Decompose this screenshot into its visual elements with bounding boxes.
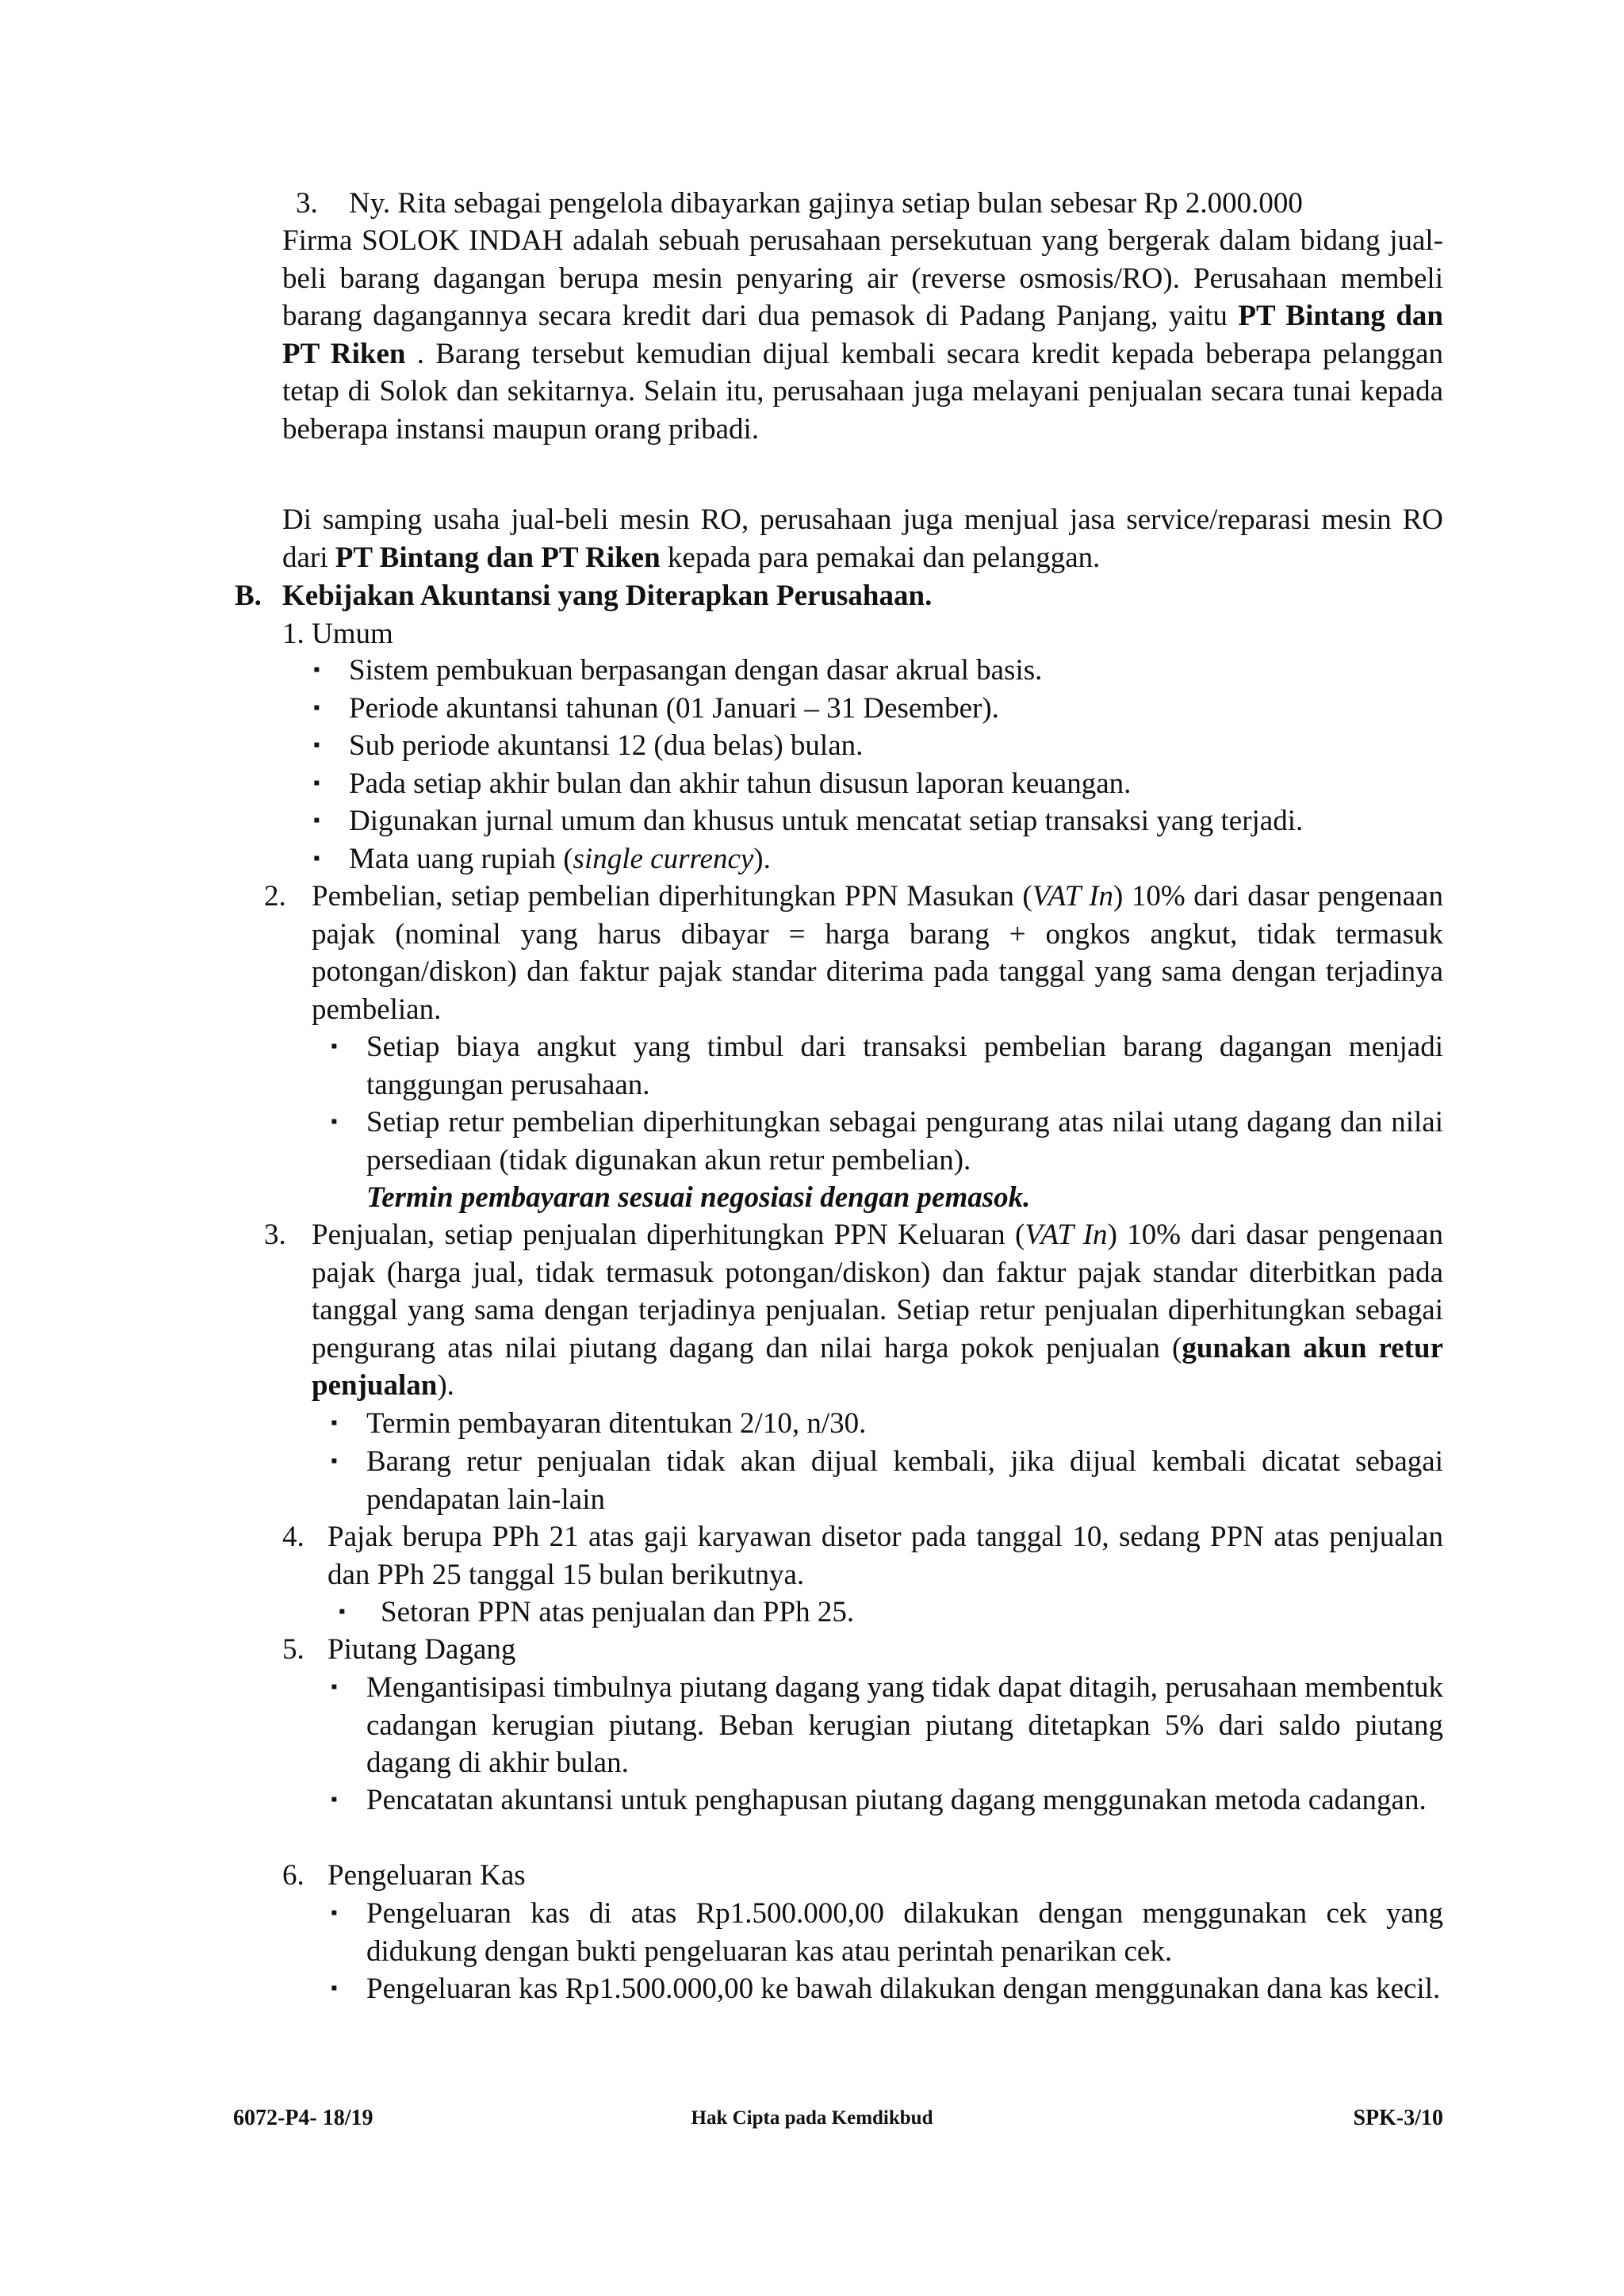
intro-item-text: Ny. Rita sebagai pengelola dibayarkan gajinya setiap bulan sebesar Rp 2.000.000 <box>349 187 1303 220</box>
umum-bullet-5: Digunakan jurnal umum dan khusus untuk mencatat setiap transaksi yang terjadi. <box>349 805 1304 837</box>
section-b-label: B. <box>235 580 262 612</box>
bullet-square-icon: ▪ <box>331 1677 338 1697</box>
service-paragraph-part2: kepada para pemakai dan pelanggan. <box>660 541 1101 574</box>
footer-code: 6072-P4- 18/19 <box>233 2106 373 2130</box>
firm-paragraph-part2: . Barang tersebut kemudian dijual kembali secara kredit kepada beberapa pelanggan tetap di Solok dan sekitarnya. Selain itu, perusahaan juga melayani penjualan secara tunai kepada beberapa instansi maupun orang pribadi. <box>282 337 1443 446</box>
piutang-heading: Piutang Dagang <box>327 1633 516 1666</box>
firm-paragraph-part1: Firma SOLOK INDAH adalah sebuah perusahaan persekutuan yang bergerak dalam bidang jual-beli barang dagangan berupa mesin penyaring air (reverse osmosis/RO). Perusahaan membeli barang dagangannya secara kredit dari dua pemasok di Padang Panjang, yaitu <box>282 224 1443 332</box>
bullet-square-icon: ▪ <box>331 1451 338 1471</box>
bullet-square-icon: ▪ <box>331 1789 338 1810</box>
bullet-square-icon: ▪ <box>331 1903 338 1923</box>
kas-bullet-1: Pengeluaran kas di atas Rp1.500.000,00 dilakukan dengan menggunakan cek yang didukung dengan bukti pengeluaran kas atau perintah penarikan cek. <box>366 1897 1443 1968</box>
bullet-square-icon: ▪ <box>331 1413 338 1433</box>
pembelian-italic: VAT In <box>1032 880 1114 913</box>
piutang-bullet-2: Pencatatan akuntansi untuk penghapusan piutang dagang menggunakan metoda cadangan. <box>366 1784 1427 1816</box>
pembelian-part2: ) 10% dari dasar pengenaan pajak (nominal yang harus dibayar = harga barang + ongkos angkut, tidak termasuk potongan/diskon) dan faktur pajak standar diterima pada tanggal yang sama dengan terjadinya pembelian. <box>312 880 1443 1026</box>
penjualan-bullet-2: Barang retur penjualan tidak akan dijual kembali, jika dijual kembali dicatat sebagai pendapatan lain-lain <box>366 1445 1443 1516</box>
pembelian-number: 2. <box>264 880 286 913</box>
footer-page: SPK-3/10 <box>1353 2106 1443 2130</box>
pajak-bullet-1: Setoran PPN atas penjualan dan PPh 25. <box>381 1596 855 1628</box>
penjualan-part3: ). <box>437 1369 454 1402</box>
kas-bullet-2: Pengeluaran kas Rp1.500.000,00 ke bawah dilakukan dengan menggunakan dana kas kecil. <box>366 1973 1441 2005</box>
pajak-number: 4. <box>282 1521 304 1553</box>
bullet-square-icon: ▪ <box>331 1036 338 1057</box>
penjualan-italic: VAT In <box>1025 1219 1108 1251</box>
bullet-square-icon: ▪ <box>313 848 320 869</box>
umum-bullet-6 <box>349 840 1443 878</box>
bullet-square-icon: ▪ <box>313 660 320 680</box>
kas-number: 6. <box>282 1859 304 1892</box>
pembelian-paragraph <box>312 878 1443 1028</box>
umum-bullet-1: Sistem pembukuan berpasangan dengan dasar akrual basis. <box>349 654 1043 687</box>
penjualan-part1: Penjualan, setiap penjualan diperhitungkan PPN Keluaran ( <box>312 1219 1025 1251</box>
penjualan-part2: ) 10% dari dasar pengenaan pajak (harga jual, tidak termasuk potongan/diskon) dan faktur pajak standar diterbitkan pada tanggal yang sama dengan terjadinya penjualan. Setiap retur penjualan diperhitungkan sebagai pengurang atas nilai piutang dagang dan nilai harga pokok penjualan ( <box>312 1219 1443 1364</box>
bullet-square-icon: ▪ <box>331 1112 338 1132</box>
bullet-square-icon: ▪ <box>331 1978 338 1999</box>
penjualan-paragraph <box>312 1216 1443 1405</box>
pembelian-bullet-2: Setiap retur pembelian diperhitungkan sebagai pengurang atas nilai utang dagang dan nilai persediaan (tidak digunakan akun retur pembelian). <box>366 1106 1443 1177</box>
umum-bullet-3: Sub periode akuntansi 12 (dua belas) bulan. <box>349 729 864 762</box>
umum-bullet-6-part1: Mata uang rupiah ( <box>349 843 573 875</box>
piutang-bullet-1: Mengantisipasi timbulnya piutang dagang yang tidak dapat ditagih, perusahaan membentuk cadangan kerugian piutang. Beban kerugian piutang ditetapkan 5% dari saldo piutang dagang di akhir bulan. <box>366 1671 1443 1779</box>
service-paragraph-bold: PT Bintang dan PT Riken <box>335 541 661 574</box>
penjualan-bullet-1: Termin pembayaran ditentukan 2/10, n/30. <box>366 1407 867 1440</box>
pembelian-termin: Termin pembayaran sesuai negosiasi dengan pemasok. <box>366 1181 1031 1214</box>
bullet-square-icon: ▪ <box>313 810 320 831</box>
penjualan-bold: gunakan akun retur penjualan <box>312 1331 1443 1402</box>
umum-bullet-6-part2: ). <box>753 843 771 875</box>
umum-bullet-6-italic: single currency <box>573 843 754 875</box>
kas-heading: Pengeluaran Kas <box>327 1859 526 1892</box>
piutang-number: 5. <box>282 1633 304 1666</box>
umum-heading: 1. Umum <box>282 618 393 650</box>
bullet-square-icon: ▪ <box>339 1601 346 1622</box>
service-paragraph-part1: Di samping usaha jual-beli mesin RO, perusahaan juga menjual jasa service/reparasi mesin RO dari <box>282 503 1443 574</box>
footer-copyright: Hak Cipta pada Kemdikbud <box>691 2107 933 2129</box>
pembelian-bullet-1: Setiap biaya angkut yang timbul dari transaksi pembelian barang dagangan menjadi tanggungan perusahaan. <box>366 1031 1443 1101</box>
pajak-paragraph: Pajak berupa PPh 21 atas gaji karyawan disetor pada tanggal 10, sedang PPN atas penjualan dan PPh 25 tanggal 15 bulan berikutnya. <box>327 1521 1443 1591</box>
penjualan-number: 3. <box>264 1219 286 1251</box>
firm-paragraph <box>282 222 1443 448</box>
service-paragraph <box>282 501 1443 576</box>
pembelian-part1: Pembelian, setiap pembelian diperhitungkan PPN Masukan ( <box>312 880 1032 913</box>
umum-bullet-2: Periode akuntansi tahunan (01 Januari – 31 Desember). <box>349 692 999 725</box>
firm-paragraph-bold: PT Bintang dan PT Riken <box>282 300 1443 370</box>
bullet-square-icon: ▪ <box>313 773 320 794</box>
intro-item-number: 3. <box>296 187 318 220</box>
umum-bullet-4: Pada setiap akhir bulan dan akhir tahun disusun laporan keuangan. <box>349 767 1132 800</box>
section-b-title: Kebijakan Akuntansi yang Diterapkan Perusahaan. <box>282 580 933 612</box>
bullet-square-icon: ▪ <box>313 698 320 718</box>
bullet-square-icon: ▪ <box>313 735 320 756</box>
